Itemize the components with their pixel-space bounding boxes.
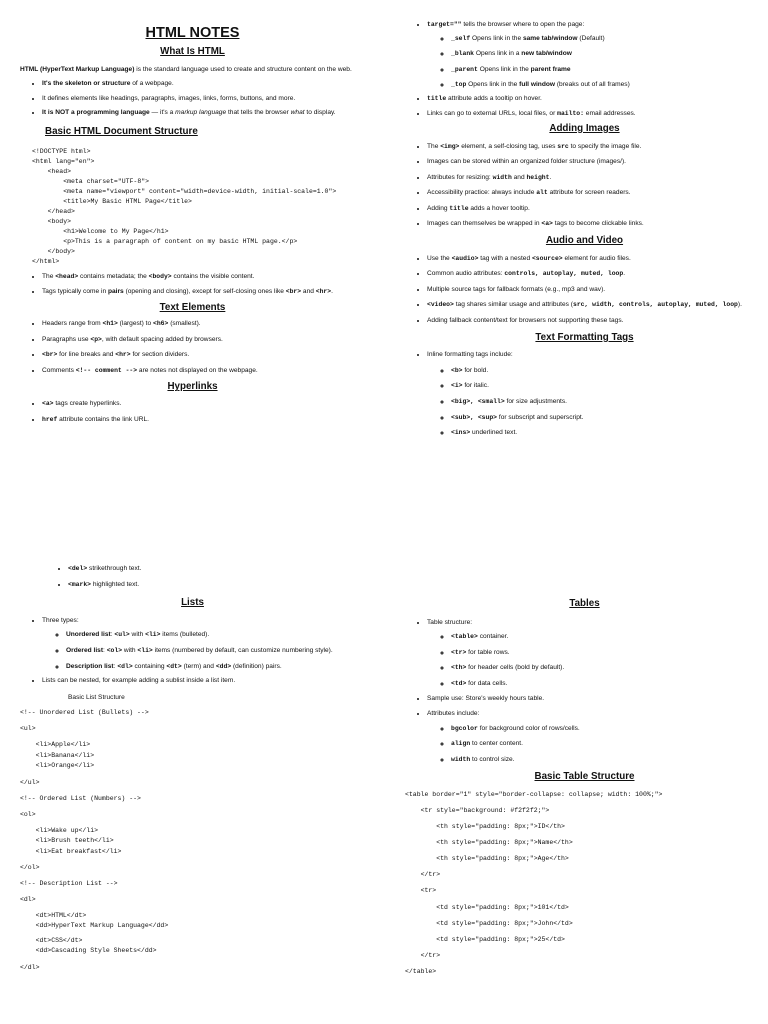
code-line: <!-- Ordered List (Numbers) --> [20,794,141,802]
list-item: • Common audio attributes: controls, autoplay, muted, loop. [427,270,750,279]
right-top-column [405,21,750,438]
page-title: HTML NOTES [145,25,240,41]
list-item: • Inline formatting tags include: ◦ <b> for bold. ◦ <i> for italic. ◦ <big>, <small> for size adjustments. ◦ <sub>, <sup> for subscript and superscript. ◦ <ins> underlined text. [427,351,750,437]
list-item: ◦ <td> for data cells. [451,680,750,689]
list-item: • Links can go to external URLs, local files, or mailto: email addresses. [427,110,750,119]
code-line: <dt>HTML</dt> <dd>HyperText Markup Language</dd> [35,912,169,930]
list-item: ◦ <b> for bold. [451,367,750,376]
list-item: • The <head> contains metadata; the <body> contains the visible content. [42,273,365,282]
list-item: • Table structure: ◦ <table> container. ◦ <tr> for table rows. ◦ <th> for header cells (bold by default). ◦ <td> for data cells. [427,619,750,689]
code-line: <li>Apple</li> <li>Banana</li> <li>Orange</li> [35,741,95,770]
code-line: <dl> [20,896,36,904]
left-top-column [20,24,365,424]
list-item: ◦ <ins> underlined text. [451,429,750,438]
what-is-list [20,80,365,118]
basic-structure-code: <!DOCTYPE html> <html lang="en"> <head> <meta charset="UTF-8"> <meta name="viewport" content="width=device-width, initial-scale=1.0"> <title>My Basic HTML Page</title> </head> <body> <h1>Welcome to My Page</h1> <p>This is a paragraph of content on my basic HTML page.</p> </body> </html> [32,147,337,266]
list-item: • The <img> element, a self-closing tag, uses src to specify the image file. [427,143,750,152]
list-item: • Images can themselves be wrapped in <a> tags to become clickable links. [427,220,750,229]
list-item: • It defines elements like headings, paragraphs, images, links, forms, buttons, and more. [42,95,365,104]
list-item: • href attribute contains the link URL. [42,416,365,425]
list-item: • Images can be stored within an organized folder structure (images/). [427,158,750,167]
format-tags-continued [20,565,365,589]
list-item: • Headers range from <h1> (largest) to <h6> (smallest). [42,320,365,329]
list-item: ◦ _blank Opens link in a new tab/window [451,50,750,59]
lists-list [20,617,365,686]
text-formatting-list [405,351,750,437]
code-line: <th style="padding: 8px;">Age</th> [405,855,569,863]
list-item: • title attribute adds a tooltip on hover. [427,95,750,104]
list-item: ◦ bgcolor for background color of rows/cells. [451,725,750,734]
list-item: • Adding title adds a hover tooltip. [427,205,750,214]
list-item: ◦ _self Opens link in the same tab/window (Default) [451,35,750,44]
list-item: • Comments <!-- comment --> are notes not displayed on the webpage. [42,367,365,376]
list-item: • <mark> highlighted text. [68,581,365,590]
list-item: • <video> tag shares similar usage and attributes (src, width, controls, autoplay, muted, loop). [427,301,750,310]
code-line: <ul> [20,725,36,733]
right-bottom-column [405,598,750,977]
list-item: ◦ <big>, <small> for size adjustments. [451,398,750,407]
list-item: • Attributes for resizing: width and height. [427,174,750,183]
list-item: • It is NOT a programming language — it's a markup language that tells the browser what to display. [42,109,365,118]
list-item: ◦ Ordered list: <ol> with <li> items (numbered by default, can customize numbering style). [66,647,365,656]
audio-video-heading: Audio and Video [545,235,624,247]
format-tags-list [427,367,750,438]
code-line: <th style="padding: 8px;">ID</th> [405,823,565,831]
list-item: • <del> strikethrough text. [68,565,365,574]
text-elements-heading: Text Elements [159,302,226,314]
list-item: • Three types: ◦ Unordered list: <ul> with <li> items (bulleted). ◦ Ordered list: <ol> with <li> items (numbered by default, can customize numbering style). ◦ Description list: <dl> containing <dt> (term) and <dd> (definition) pairs. [42,617,365,671]
code-line: </tr> [405,871,441,879]
code-line: <tr> [405,887,437,895]
code-line: <th style="padding: 8px;">Name</th> [405,839,573,847]
code-line: </table> [405,967,437,975]
list-item: ◦ _parent Opens link in the parent frame [451,66,750,75]
target-list [405,21,750,119]
structure-notes [20,273,365,296]
list-item: • Use the <audio> tag with a nested <source> element for audio files. [427,255,750,264]
images-list [405,143,750,229]
list-item: • Attributes include: ◦ bgcolor for background color of rows/cells. ◦ align to center content. ◦ width to control size. [427,710,750,764]
list-item: • Accessibility practice: always include alt attribute for screen readers. [427,189,750,198]
audio-video-list [405,255,750,326]
list-item: • Multiple source tags for fallback formats (e.g., mp3 and wav). [427,286,750,295]
code-line: </dl> [20,963,40,971]
adding-images-heading: Adding Images [549,122,620,134]
list-item: • Sample use: Store's weekly hours table. [427,695,750,704]
target-values [427,35,750,90]
code-line: <tr style="background: #f2f2f2;"> [405,807,550,815]
code-line: </ol> [20,863,40,871]
what-is-html-heading: What Is HTML [160,45,225,57]
list-item: ◦ Unordered list: <ul> with <li> items (bulleted). [66,631,365,640]
list-item: • Paragraphs use <p>, with default spacing added by browsers. [42,336,365,345]
list-item: ◦ Description list: <dl> containing <dt> (term) and <dd> (definition) pairs. [66,663,365,672]
table-code-block [405,790,750,977]
html-intro: HTML (HyperText Markup Language) is the standard language used to create and structure content on the web. [20,65,352,73]
lists-heading: Lists [181,597,204,609]
list-item: • Tags typically come in pairs (opening and closing), except for self-closing ones like <br> and <hr>. [42,288,365,297]
code-line: <dt>CSS</dt> <dd>Cascading Style Sheets</dd> [35,936,157,955]
list-types [42,631,365,671]
list-item: ◦ align to center content. [451,740,750,749]
hyperlinks-heading: Hyperlinks [167,381,218,393]
list-item: ◦ <table> container. [451,633,750,642]
list-item: ◦ <sub>, <sup> for subscript and superscript. [451,414,750,423]
table-tags-list [427,633,750,688]
code-line: <td style="padding: 8px;">John</td> [405,919,573,927]
basic-table-structure-heading: Basic Table Structure [534,771,635,783]
list-code-block [20,708,365,972]
code-line: </ul> [20,778,40,786]
list-item: ◦ <th> for header cells (bold by default). [451,664,750,673]
text-elements-list [20,320,365,375]
table-attrs-list [427,725,750,765]
basic-list-structure-label: Basic List Structure [68,693,125,701]
code-line: <!-- Description List --> [20,879,118,887]
list-item: ◦ <tr> for table rows. [451,649,750,658]
code-line: <ol> [20,810,36,818]
list-item: • target="" tells the browser where to open the page: ◦ _self Opens link in the same tab/window (Default) ◦ _blank Opens link in a new tab/window ◦ _parent Opens link in the parent frame ◦ _top Opens link in the full window (breaks out of all frames) [427,21,750,90]
list-item: • Adding fallback content/text for browsers not supporting these tags. [427,317,750,326]
tables-heading: Tables [569,598,600,609]
list-item: • It's the skeleton or structure of a webpage. [42,80,365,89]
hyperlinks-list [20,400,365,424]
code-line: <td style="padding: 8px;">101</td> [405,903,569,911]
list-item: • <br> for line breaks and <hr> for section dividers. [42,351,365,360]
list-item: • <a> tags create hyperlinks. [42,400,365,409]
code-line: <li>Wake up</li> <li>Brush teeth</li> <li>Eat breakfast</li> [35,826,122,855]
code-line: <table border="1" style="border-collapse: collapse; width: 100%;"> [405,791,663,799]
text-formatting-heading: Text Formatting Tags [535,331,634,343]
code-line: <td style="padding: 8px;">25</td> [405,935,565,943]
list-item: • Lists can be nested, for example adding a sublist inside a list item. [42,677,365,686]
basic-structure-heading: Basic HTML Document Structure [45,125,198,137]
left-bottom-column [20,565,365,973]
list-item: ◦ <i> for italic. [451,382,750,391]
code-line: <!-- Unordered List (Bullets) --> [20,709,149,717]
code-line: </tr> [405,951,441,959]
list-item: ◦ width to control size. [451,756,750,765]
list-item: ◦ _top Opens link in the full window (breaks out of all frames) [451,81,750,90]
tables-list [405,619,750,765]
